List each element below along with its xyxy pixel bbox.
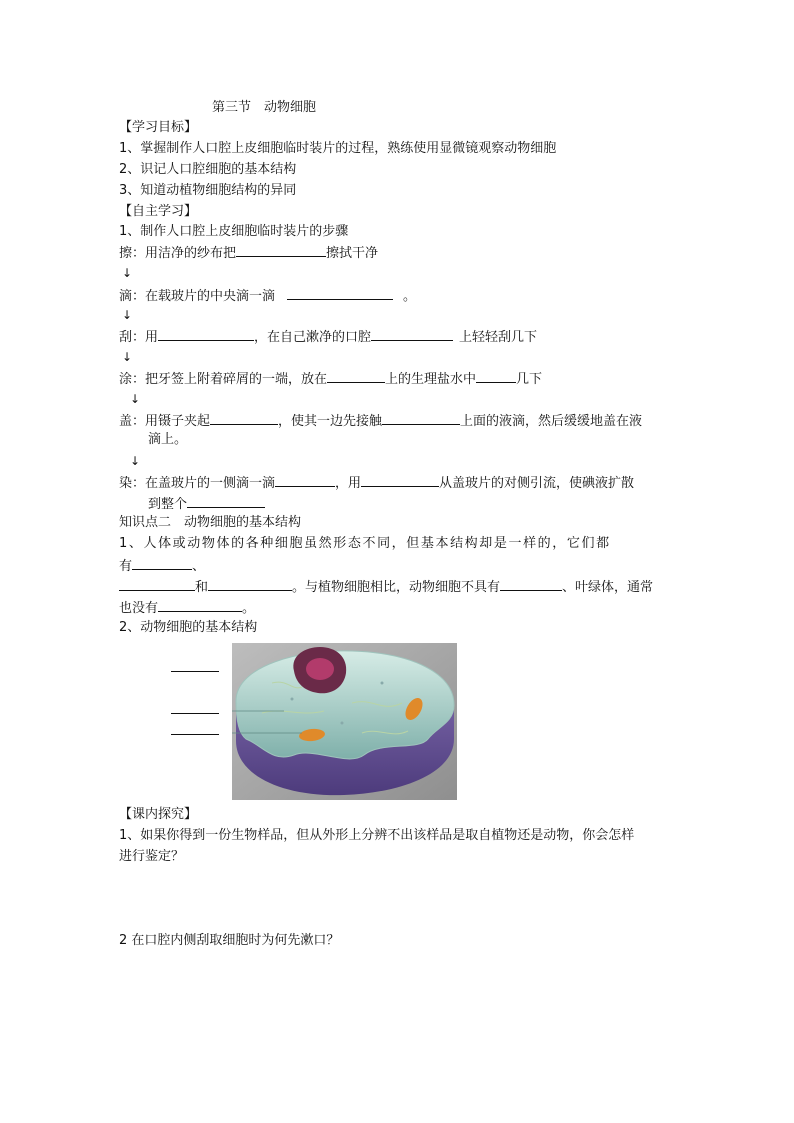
para-text: 。 bbox=[242, 601, 256, 616]
step-text: 上面的液滴，然后缓缓地盖在液 bbox=[460, 414, 643, 429]
goal-item: 3、知道动植物细胞结构的异同 bbox=[119, 183, 297, 198]
fill-blank[interactable] bbox=[361, 473, 439, 487]
step-text: 从盖玻片的对侧引流，使碘液扩散 bbox=[439, 476, 635, 491]
arrow-down-icon: ↓ bbox=[122, 350, 133, 364]
step-text: 上的生理盐水中 bbox=[385, 372, 477, 387]
knowledge-para-line bbox=[119, 577, 653, 597]
fill-blank[interactable] bbox=[187, 494, 265, 508]
step-wipe bbox=[119, 243, 378, 263]
fill-blank[interactable] bbox=[158, 327, 254, 341]
step-stain-cont bbox=[148, 494, 265, 514]
fill-blank[interactable] bbox=[275, 473, 335, 487]
fill-blank[interactable] bbox=[119, 577, 195, 591]
fill-blank[interactable] bbox=[210, 411, 278, 425]
para-text: 有 bbox=[119, 559, 133, 574]
arrow-down-icon: ↓ bbox=[130, 392, 141, 406]
goals-heading: 【学习目标】 bbox=[119, 120, 198, 135]
animal-cell-illustration bbox=[232, 643, 457, 800]
step-smear bbox=[119, 369, 542, 389]
step-text: 几下 bbox=[516, 372, 543, 387]
fill-blank[interactable] bbox=[476, 369, 516, 383]
fill-blank[interactable] bbox=[371, 327, 453, 341]
step-text: 染：在盖玻片的一侧滴一滴 bbox=[119, 476, 276, 491]
self-study-intro: 1、制作人口腔上皮细胞临时装片的步骤 bbox=[119, 224, 349, 239]
step-text: 上轻轻刮几下 bbox=[459, 330, 538, 345]
inquiry-question: 2 在口腔内侧刮取细胞时为何先漱口？ bbox=[119, 933, 340, 948]
fill-blank[interactable] bbox=[158, 598, 242, 612]
step-text: ，用 bbox=[335, 476, 362, 491]
label-blank[interactable] bbox=[171, 671, 219, 672]
step-text: 滴：在载玻片的中央滴一滴 bbox=[119, 289, 276, 304]
para-text: 、 bbox=[192, 559, 206, 574]
page-title: 第三节 动物细胞 bbox=[212, 100, 317, 115]
step-scrape bbox=[119, 327, 537, 347]
step-text: 。 bbox=[403, 289, 417, 304]
para-text: 、叶绿体，通常 bbox=[562, 580, 654, 595]
fill-blank[interactable] bbox=[287, 286, 393, 300]
arrow-down-icon: ↓ bbox=[122, 266, 133, 280]
knowledge-heading: 知识点二 动物细胞的基本结构 bbox=[119, 515, 302, 530]
step-text: 擦拭干净 bbox=[326, 246, 379, 261]
fill-blank[interactable] bbox=[500, 577, 562, 591]
arrow-down-icon: ↓ bbox=[122, 308, 133, 322]
para-text: 也没有 bbox=[119, 601, 159, 616]
step-stain bbox=[119, 473, 634, 493]
inquiry-question-cont: 进行鉴定？ bbox=[119, 849, 185, 864]
para-text: 和 bbox=[195, 580, 209, 595]
animal-cell-image bbox=[232, 643, 457, 800]
step-text: 到整个 bbox=[148, 497, 188, 512]
knowledge-para-line bbox=[119, 598, 255, 618]
fill-blank[interactable] bbox=[132, 556, 192, 570]
arrow-down-icon: ↓ bbox=[130, 454, 141, 468]
fill-blank[interactable] bbox=[327, 369, 385, 383]
step-text: ，使其一边先接触 bbox=[278, 414, 383, 429]
para-text: 。与植物细胞相比，动物细胞不具有 bbox=[292, 580, 501, 595]
inquiry-heading: 【课内探究】 bbox=[119, 807, 198, 822]
step-text: ，在自己漱净的口腔 bbox=[254, 330, 372, 345]
goal-item: 2、识记人口腔细胞的基本结构 bbox=[119, 162, 297, 177]
step-text: 涂：把牙签上附着碎屑的一端，放在 bbox=[119, 372, 328, 387]
inquiry-question: 1、如果你得到一份生物样品，但从外形上分辨不出该样品是取自植物还是动物，你会怎样 bbox=[119, 828, 635, 843]
knowledge-para: 1、人体或动物体的各种细胞虽然形态不同，但基本结构却是一样的，它们都 bbox=[119, 536, 611, 551]
step-text: 擦：用洁净的纱布把 bbox=[119, 246, 237, 261]
label-blank[interactable] bbox=[171, 713, 219, 714]
self-study-heading: 【自主学习】 bbox=[119, 204, 198, 219]
step-text: 刮：用 bbox=[119, 330, 159, 345]
goal-item: 1、掌握制作人口腔上皮细胞临时装片的过程，熟练使用显微镜观察动物细胞 bbox=[119, 141, 557, 156]
fill-blank[interactable] bbox=[236, 243, 326, 257]
step-drop bbox=[119, 286, 416, 306]
fill-blank[interactable] bbox=[382, 411, 460, 425]
step-text: 盖：用镊子夹起 bbox=[119, 414, 211, 429]
step-cover-cont: 滴上。 bbox=[148, 432, 188, 447]
label-blank[interactable] bbox=[171, 734, 219, 735]
fill-blank[interactable] bbox=[208, 577, 292, 591]
step-cover bbox=[119, 411, 642, 431]
knowledge-item: 2、动物细胞的基本结构 bbox=[119, 620, 258, 635]
knowledge-para-line bbox=[119, 556, 205, 576]
